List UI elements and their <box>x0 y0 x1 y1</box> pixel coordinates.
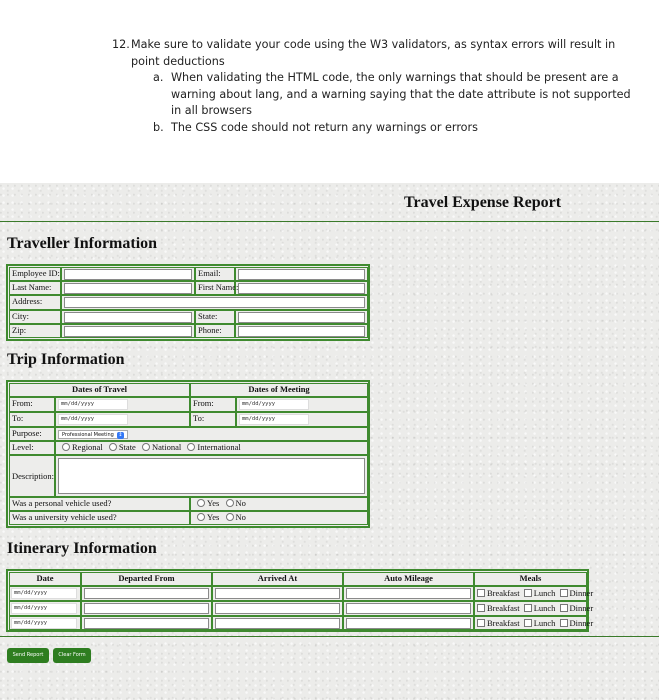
divider-bottom <box>0 636 659 637</box>
col-arrived: Arrived At <box>212 572 343 586</box>
report-title: Travel Expense Report <box>404 194 562 211</box>
meeting-from-date[interactable]: mm/dd/yyyy <box>239 399 309 410</box>
dates-of-travel-header: Dates of Travel <box>9 383 190 397</box>
travel-from-label: From: <box>9 397 55 412</box>
arrived-at-2[interactable] <box>215 603 340 614</box>
breakfast-check-3[interactable] <box>477 619 485 627</box>
meeting-to-date[interactable]: mm/dd/yyyy <box>239 414 309 425</box>
radio-regional[interactable] <box>62 443 70 451</box>
itinerary-date-3[interactable]: mm/dd/yyyy <box>11 618 77 629</box>
meals-1: Breakfast Lunch Dinner <box>474 586 587 601</box>
address-input[interactable] <box>64 297 365 308</box>
col-mileage: Auto Mileage <box>343 572 474 586</box>
instructions <box>112 37 632 136</box>
instruction-number: 12. <box>112 38 130 51</box>
employee-id-input[interactable] <box>64 269 192 280</box>
auto-mileage-2[interactable] <box>346 603 471 614</box>
radio-international[interactable] <box>187 443 195 451</box>
employee-id-label: Employee ID: <box>9 267 61 281</box>
dinner-check-1[interactable] <box>560 589 568 597</box>
radio-state[interactable] <box>109 443 117 451</box>
state-input[interactable] <box>238 312 365 323</box>
zip-input[interactable] <box>64 326 192 337</box>
email-input[interactable] <box>238 269 365 280</box>
level-options: Regional State National International <box>55 441 368 455</box>
col-meals: Meals <box>474 572 587 586</box>
traveller-heading: Traveller Information <box>7 235 158 252</box>
send-report-button[interactable]: Send Report <box>7 648 49 663</box>
auto-mileage-3[interactable] <box>346 618 471 629</box>
divider <box>0 221 659 222</box>
description-label: Description: <box>9 455 55 497</box>
city-input[interactable] <box>64 312 192 323</box>
purpose-select[interactable]: Professional Meeting ↕ <box>58 430 128 439</box>
first-name-input[interactable] <box>238 283 365 294</box>
personal-vehicle-options: Yes No <box>190 497 368 511</box>
departed-from-3[interactable] <box>84 618 209 629</box>
last-name-input[interactable] <box>64 283 192 294</box>
breakfast-check-1[interactable] <box>477 589 485 597</box>
description-textarea[interactable] <box>58 458 365 494</box>
radio-university-yes[interactable] <box>197 513 205 521</box>
dinner-check-3[interactable] <box>560 619 568 627</box>
university-vehicle-options: Yes No <box>190 511 368 525</box>
meals-2: Breakfast Lunch Dinner <box>474 601 587 616</box>
email-label: Email: <box>195 267 235 281</box>
radio-university-no[interactable] <box>226 513 234 521</box>
auto-mileage-1[interactable] <box>346 588 471 599</box>
clear-form-button[interactable]: Clear Form <box>53 648 91 663</box>
dinner-check-2[interactable] <box>560 604 568 612</box>
departed-from-2[interactable] <box>84 603 209 614</box>
travel-from-date[interactable]: mm/dd/yyyy <box>58 399 128 410</box>
arrived-at-1[interactable] <box>215 588 340 599</box>
lunch-check-1[interactable] <box>524 589 532 597</box>
phone-input[interactable] <box>238 326 365 337</box>
instruction-sub-a: a. When validating the HTML code, the only warnings that should be present are a warning about lang, and a warning saying that the date attribute is not supported in all browsers <box>153 71 631 117</box>
radio-national[interactable] <box>142 443 150 451</box>
dates-of-meeting-header: Dates of Meeting <box>190 383 368 397</box>
trip-heading: Trip Information <box>7 351 125 368</box>
university-vehicle-label: Was a university vehicle used? <box>9 511 190 525</box>
travel-to-label: To: <box>9 412 55 427</box>
lunch-check-2[interactable] <box>524 604 532 612</box>
meals-3: Breakfast Lunch Dinner <box>474 616 587 630</box>
form-screenshot <box>0 183 659 700</box>
phone-label: Phone: <box>195 324 235 338</box>
col-date: Date <box>9 572 81 586</box>
arrived-at-3[interactable] <box>215 618 340 629</box>
itinerary-table <box>6 569 594 632</box>
col-departed: Departed From <box>81 572 212 586</box>
chevron-down-icon: ↕ <box>118 432 123 438</box>
instruction-sub-b: b. The CSS code should not return any warnings or errors <box>153 120 478 134</box>
itinerary-date-1[interactable]: mm/dd/yyyy <box>11 588 77 599</box>
radio-personal-yes[interactable] <box>197 499 205 507</box>
itinerary-heading: Itinerary Information <box>7 540 157 557</box>
city-label: City: <box>9 310 61 324</box>
itinerary-date-2[interactable]: mm/dd/yyyy <box>11 603 77 614</box>
meeting-to-label: To: <box>190 412 236 427</box>
lunch-check-3[interactable] <box>524 619 532 627</box>
level-label: Level: <box>9 441 55 455</box>
first-name-label: First Name: <box>195 281 235 295</box>
instruction-main: Make sure to validate your code using the W3 validators, as syntax errors will result in point deductions <box>131 38 616 68</box>
purpose-label: Purpose: <box>9 427 55 441</box>
state-label: State: <box>195 310 235 324</box>
traveller-table <box>6 264 370 341</box>
trip-table <box>6 380 370 528</box>
departed-from-1[interactable] <box>84 588 209 599</box>
personal-vehicle-label: Was a personal vehicle used? <box>9 497 190 511</box>
travel-to-date[interactable]: mm/dd/yyyy <box>58 414 128 425</box>
zip-label: Zip: <box>9 324 61 338</box>
breakfast-check-2[interactable] <box>477 604 485 612</box>
address-label: Address: <box>9 295 61 310</box>
last-name-label: Last Name: <box>9 281 61 295</box>
radio-personal-no[interactable] <box>226 499 234 507</box>
meeting-from-label: From: <box>190 397 236 412</box>
